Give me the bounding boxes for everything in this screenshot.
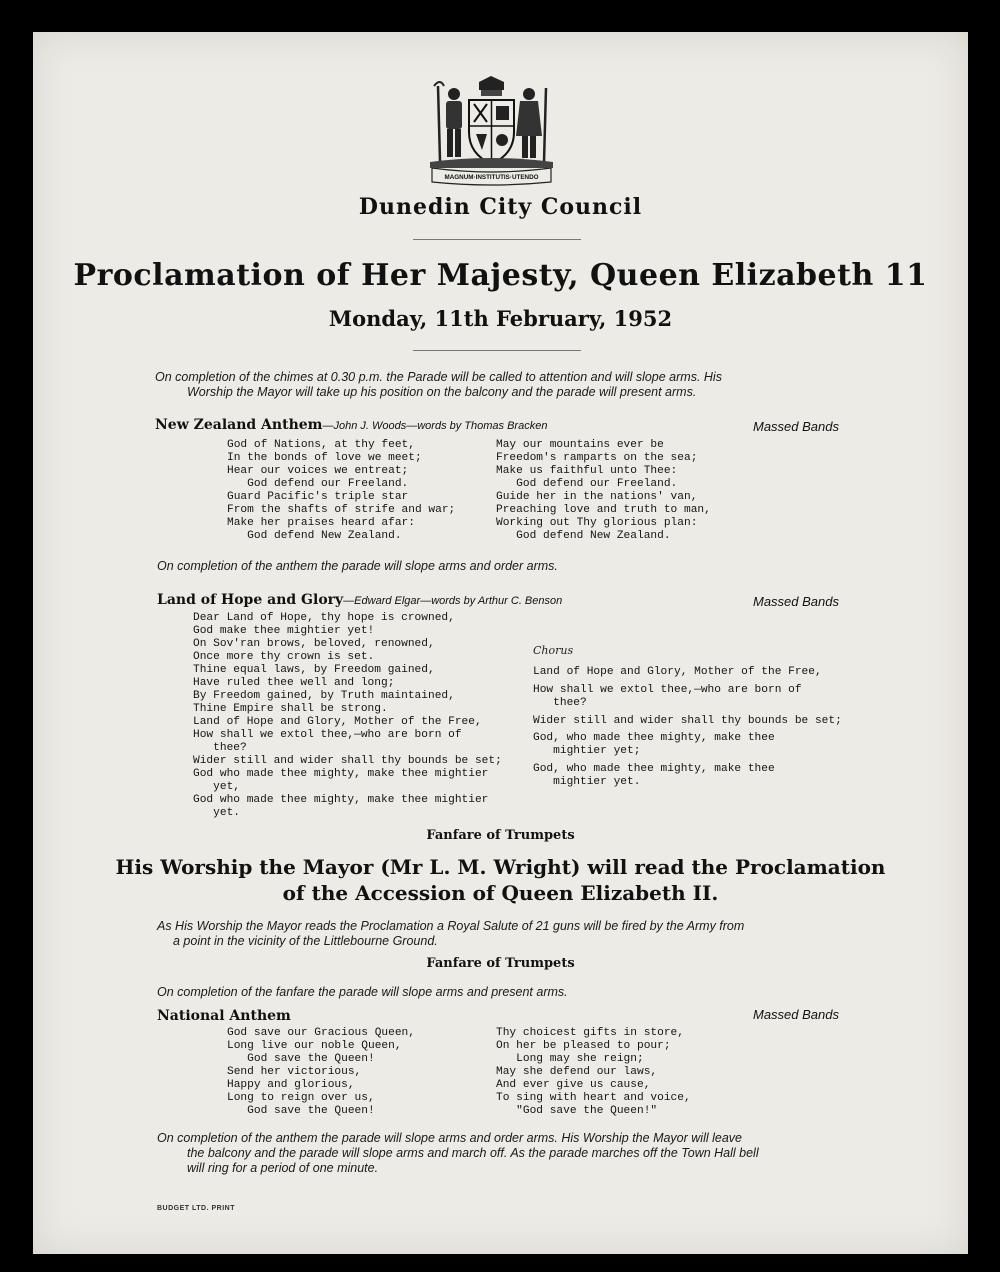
divider — [413, 239, 581, 240]
chorus-line: God, who made thee mighty, make thee mightier yet; — [533, 732, 775, 757]
intro-instructions — [155, 370, 855, 400]
council-name: Dunedin City Council — [358, 194, 643, 220]
after-nz-anthem-instruction: On completion of the anthem the parade will slope arms and order arms. — [157, 559, 558, 573]
coat-of-arms-crest — [424, 76, 559, 188]
closing-instructions — [157, 1131, 867, 1176]
royal-salute-note — [157, 919, 867, 949]
nz-anthem-credit: —John J. Woods—words by Thomas Bracken — [322, 420, 548, 432]
chorus-line: God, who made thee mighty, make thee mightier yet. — [533, 763, 775, 788]
intro-line: On completion of the chimes at 0.30 p.m. the Parade will be called to attention and will slope arms. His — [155, 370, 722, 384]
national-anthem-performer: Massed Bands — [753, 1007, 839, 1022]
proclamation-date: Monday, 11th February, 1952 — [328, 306, 673, 331]
nz-anthem-verse-left: God of Nations, at thy feet, In the bonds of love we meet; Hear our voices we entreat; God defend our Freeland. Guard Pacific's triple star From the shafts of strife and war; Make her praises heard afar: God defend New Zealand. — [227, 439, 456, 542]
nz-anthem-heading — [155, 417, 547, 433]
chorus-line: Wider still and wider shall thy bounds be set; — [533, 715, 842, 727]
crest-motto: MAGNUM·INSTITUTIS·UTENDO — [444, 174, 539, 181]
national-anthem-verse-right: Thy choicest gifts in store, On her be pleased to pour; Long may she reign; May she defend our laws, And ever give us cause, To sing with heart and voice, "God save the Queen!" — [496, 1027, 691, 1117]
hope-glory-credit: —Edward Elgar—words by Arthur C. Benson — [343, 595, 563, 607]
nz-anthem-performer: Massed Bands — [753, 419, 839, 434]
mayor-announcement-line: His Worship the Mayor (Mr L. M. Wright) will read the Proclamation — [115, 855, 886, 879]
hope-glory-verse: Dear Land of Hope, thy hope is crowned, God make thee mightier yet! On Sov'ran brows, beloved, renowned, Once more thy crown is set. Thine equal laws, by Freedom gained, Have ruled thee well and long; By Freedom gained, by Truth maintained, Thine Empire shall be strong. Land of Hope and Glory, Mother of the Free, How shall we extol thee,—who are born of thee? Wider still and wider shall thy bounds be set; God who made thee mighty, make thee mightier yet, God who made thee mighty, make thee mightier yet. — [193, 612, 502, 819]
fanfare-heading: Fanfare of Trumpets — [426, 828, 575, 843]
divider — [413, 350, 581, 351]
closing-line: will ring for a period of one minute. — [187, 1161, 379, 1175]
fanfare-heading: Fanfare of Trumpets — [426, 956, 575, 971]
salute-line: As His Worship the Mayor reads the Proclamation a Royal Salute of 21 guns will be fired by the Army from — [157, 919, 745, 933]
national-anthem-title: National Anthem — [157, 1008, 291, 1024]
nz-anthem-verse-right: May our mountains ever be Freedom's ramparts on the sea; Make us faithful unto Thee: God defend our Freeland. Guide her in the nations' van, Preaching love and truth to man, Working out Thy glorious plan: God defend New Zealand. — [496, 439, 711, 542]
printer-imprint: BUDGET LTD. PRINT — [157, 1205, 235, 1212]
chorus-line: How shall we extol thee,—who are born of thee? — [533, 684, 802, 709]
hope-glory-heading — [157, 592, 562, 608]
mayor-announcement-line: of the Accession of Queen Elizabeth II. — [282, 881, 719, 905]
hope-glory-performer: Massed Bands — [753, 594, 839, 609]
nz-anthem-title: New Zealand Anthem — [155, 417, 323, 433]
closing-line: the balcony and the parade will slope arms and march off. As the parade marches off the Town Hall bell — [187, 1146, 759, 1160]
salute-line: a point in the vicinity of the Littlebourne Ground. — [173, 934, 438, 948]
page-title: Proclamation of Her Majesty, Queen Elizabeth 11 — [73, 258, 928, 293]
chorus-label: Chorus — [533, 644, 574, 657]
proclamation-sheet — [33, 32, 968, 1254]
chorus-line: Land of Hope and Glory, Mother of the Free, — [533, 666, 822, 678]
after-fanfare-instruction: On completion of the fanfare the parade will slope arms and present arms. — [157, 985, 568, 999]
hope-glory-title: Land of Hope and Glory — [157, 592, 344, 608]
mayor-announcement — [33, 854, 968, 906]
national-anthem-verse-left: God save our Gracious Queen, Long live our noble Queen, God save the Queen! Send her victorious, Happy and glorious, Long to reign over us, God save the Queen! — [227, 1027, 415, 1117]
closing-line: On completion of the anthem the parade will slope arms and order arms. His Worship the Mayor will leave — [157, 1131, 742, 1145]
intro-line: Worship the Mayor will take up his position on the balcony and the parade will present arms. — [187, 385, 697, 399]
